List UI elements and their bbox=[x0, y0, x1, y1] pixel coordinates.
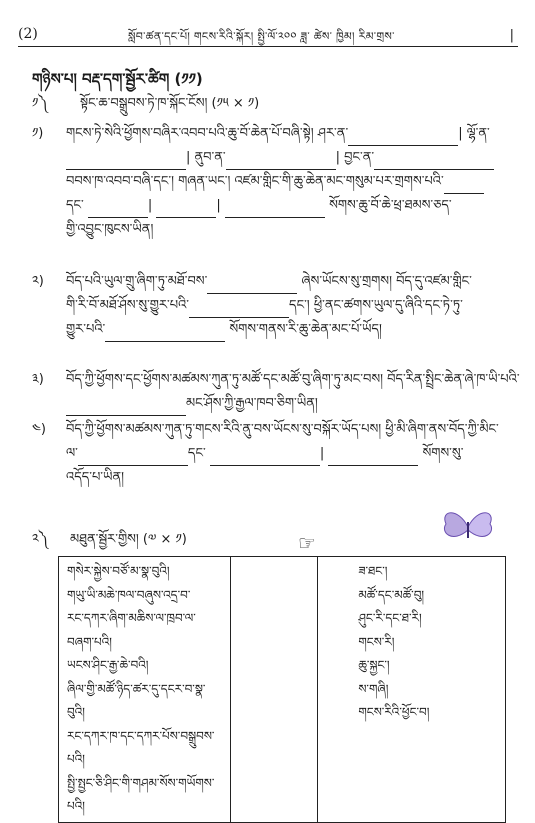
q2-line2: ཞེས་ཡོངས་སུ་གྲགས། བོད་དུ་འཛམ་གླིང་ bbox=[301, 274, 472, 289]
butterfly-icon bbox=[438, 502, 498, 552]
q4-blank-1[interactable] bbox=[78, 449, 188, 466]
q1-line1: གངས་ཏེ་སེའི་ཕྱོགས་བཞིར་འབབ་པའི་ཆུ་བོ་ཆེན་པོ་བཞི་སྟེ། ཤར་ན་ bbox=[66, 126, 349, 141]
match-left-item: གསེར་སྐྱེས་བཙོ་མ་སྣ་བུའི། bbox=[67, 564, 170, 578]
match-left-item: སྤྱི་སྤྱང་ཅི་ཤིང་གི་གཤམ་སོས་གཡོགས་པའི། bbox=[67, 775, 215, 813]
subsection-label: སྟོང་ཆ་བསྒྲུབས་ཏེ་ཁ་སྐོང་ངོས། (༡༥ × ༡) bbox=[80, 96, 260, 111]
q2-blank-2[interactable] bbox=[189, 301, 289, 318]
q1-blank-4[interactable] bbox=[374, 153, 494, 170]
q1-label-south: ལྷོ་ན་ bbox=[466, 126, 490, 141]
q3-blank-1[interactable] bbox=[66, 399, 186, 416]
q1-line3: དང་ bbox=[66, 198, 84, 213]
q1-number: ༡) bbox=[32, 126, 44, 141]
q4-blank-3[interactable] bbox=[328, 449, 418, 466]
q3-number: ༣) bbox=[32, 372, 44, 387]
match-right-item: ས་གཞི། bbox=[358, 681, 389, 696]
q4-line2: ལ་ bbox=[66, 446, 78, 461]
match-left-item: ཞིལ་གྱི་མཚོ་ཉིད་ཚར་དུ་དངར་བ་སྣ་བུའི། bbox=[67, 681, 206, 719]
q4-line1: བོད་ཀྱི་ཕྱོགས་མཚམས་ཀུན་ཏུ་གངས་རིའི་ནུ་བས་ཡོངས་སུ་བསྐོར་ཡོད་པས། ཕྱི་མི་ཞིག་ནས་བོད་ཀྱི་མིང་ bbox=[66, 422, 499, 437]
matching-answer-column[interactable] bbox=[230, 557, 317, 823]
q2-number: ༢) bbox=[32, 274, 44, 289]
matching-number: ༢༽ bbox=[32, 532, 49, 547]
matching-table bbox=[58, 556, 506, 823]
q2-blank-3[interactable] bbox=[105, 325, 225, 342]
q3-line1: བོད་ཀྱི་ཕྱོགས་དང་ཕྱོགས་མཚམས་ཀུན་ཏུ་མཚོ་དང་མཚོ་བུ་ཞིག་ཏུ་མང་བས། བོད་རིན་སྤྲིང་ཆེན་ཞེ་ཁ་ཡི་པའི་ bbox=[66, 372, 520, 387]
match-left-item: གཡུ་ཡི་མཆེ་ཁལ་བཞུས་འདྲ་བ་ bbox=[67, 587, 191, 602]
match-right-item: ཟ་ཐང་། bbox=[358, 564, 388, 578]
q4-line5: འདོད་པ་ཡིན། bbox=[66, 470, 125, 485]
match-left-item: རང་དཀར་ཁ་དང་དཀར་པོས་བསྒྲུབས་པའི། bbox=[67, 728, 215, 766]
q4-line3: དང་ bbox=[187, 446, 206, 461]
match-left-item: ཡངས་ཤིང་རྒྱ་ཆེ་བའི། bbox=[67, 658, 149, 672]
match-right-item: གངས་རི། bbox=[358, 634, 395, 649]
q1-blank-7[interactable] bbox=[156, 201, 216, 218]
q4-block: བོད་ཀྱི་ཕྱོགས་མཚམས་ཀུན་ཏུ་གངས་རིའི་ནུ་བས་ཡོངས་སུ་བསྐོར་ཡོད་པས། ཕྱི་མི་ཞིག་ནས་བོད་ཀྱི་མིང་ ལ་ དང་ | སོགས་སུ་ འདོད་པ་ཡིན། bbox=[66, 422, 499, 485]
matching-label: མཐུན་སྦྱོར་གྱིས། (༧ × ༡) bbox=[70, 532, 187, 547]
q1-blank-3[interactable] bbox=[226, 153, 336, 170]
q1-line4: གྱི་འབྱུང་ཁུངས་ཡིན། bbox=[66, 222, 154, 237]
q1-label-north: བྱང་ན་ bbox=[344, 150, 375, 165]
section-title: གཉིས་པ། བརྡ་དག་སྦྱོར་ཚིག (༡༡) bbox=[32, 70, 203, 88]
header-bar: | bbox=[509, 28, 514, 43]
q1-blank-1[interactable] bbox=[348, 129, 458, 146]
q1-blank-6[interactable] bbox=[88, 201, 148, 218]
q2-block bbox=[66, 270, 526, 342]
match-right-item: མཚོ་དང་མཚོ་བུ། bbox=[358, 587, 425, 602]
q2-blank-1[interactable] bbox=[207, 277, 297, 294]
q2-line5: གྱུར་པའི་ bbox=[66, 322, 106, 337]
match-right-item: ཤུང་རི་དང་ཐ་རི། bbox=[358, 611, 422, 625]
match-right-item: གངས་རིའི་ཕྱོང་བ། bbox=[358, 705, 430, 719]
q2-line3: གི་རི་བོ་མཐོ་ཤོས་སུ་གྱུར་པའི་ bbox=[66, 298, 190, 313]
q1-label-rivers: སོགས་ཆུ་བོ་ཆེ་ཕྲ་ཐམས་ཅད་ bbox=[329, 198, 452, 213]
match-left-item: རང་དཀར་ཞིག་མཆིས་ལ་ཁྲབ་ལ་བཞག་པའི། bbox=[67, 611, 196, 649]
page-number: (2) bbox=[18, 26, 38, 42]
q1-blank-2[interactable] bbox=[66, 153, 186, 170]
q1-blank-5[interactable] bbox=[444, 177, 484, 194]
q4-number: ༤) bbox=[32, 422, 46, 437]
page-header bbox=[18, 24, 518, 46]
q1-line2: བབས་ཁ་འབབ་བཞི་དང་། གཞན་ཡང་། འཛམ་གླིང་གི་ཆུ་ཆེན་མང་གསུམ་པར་གྲགས་པའི་ bbox=[66, 174, 444, 189]
header-title: སློབ་ཚན་དང་པོ། གངས་རིའི་སྐོར། སྤྱི་ལོ་༢༠༠ ཟླ་ ཚེས་ ཁྱིམ། རིམ་གྲས་ bbox=[128, 30, 395, 43]
subsection-number: ༡༽ bbox=[32, 96, 48, 111]
q4-blank-2[interactable] bbox=[210, 449, 320, 466]
match-right-item: ཆུ་སྐྱང་། bbox=[358, 658, 390, 672]
q2-line6: སོགས་གནས་རི་ཆུ་ཆེན་མང་པོ་ཡོད། bbox=[229, 322, 382, 337]
q1-label-west: ནུབ་ན་ bbox=[194, 150, 226, 165]
q3-line2: མང་ཤོས་ཀྱི་རྒྱལ་ཁབ་ཅིག་ཡིན། bbox=[186, 396, 318, 411]
q3-block bbox=[66, 368, 526, 416]
header-rule bbox=[18, 46, 518, 47]
q2-line4: དང་། ཕྱི་ནང་ཚགས་ཡུལ་དུ་ཞིའི་དང་ཏེ་ཏུ་ bbox=[289, 298, 463, 313]
q1-block: གངས་ཏེ་སེའི་ཕྱོགས་བཞིར་འབབ་པའི་ཆུ་བོ་ཆེན་པོ་བཞི་སྟེ། ཤར་ན་ | ལྷོ་ན་ | ནུབ་ན་ | བྱང་ན་ བབས་ཁ་འབབ་བཞི་དང་། གཞན་ཡང་། འཛམ་གླིང་གི་ཆུ་ཆེན་མང་གསུམ་པར་གྲགས་པའི་ དང་ | | སོགས་ཆུ་བོ་ཆེ་ཕྲ་ཐམས་ཅད་ གྱི་འབྱུང་ཁུངས་ཡིན། bbox=[66, 122, 526, 242]
q1-blank-8[interactable] bbox=[225, 201, 325, 218]
q4-line4: སོགས་སུ་ bbox=[422, 446, 464, 461]
matching-left-column bbox=[59, 557, 231, 823]
pointing-hand-icon: ☞ bbox=[298, 531, 316, 555]
matching-right-column bbox=[318, 557, 506, 823]
q2-line1: བོད་པའི་ཡུལ་གྲུ་ཞིག་ཏུ་མཐོ་བས་ bbox=[66, 274, 208, 289]
